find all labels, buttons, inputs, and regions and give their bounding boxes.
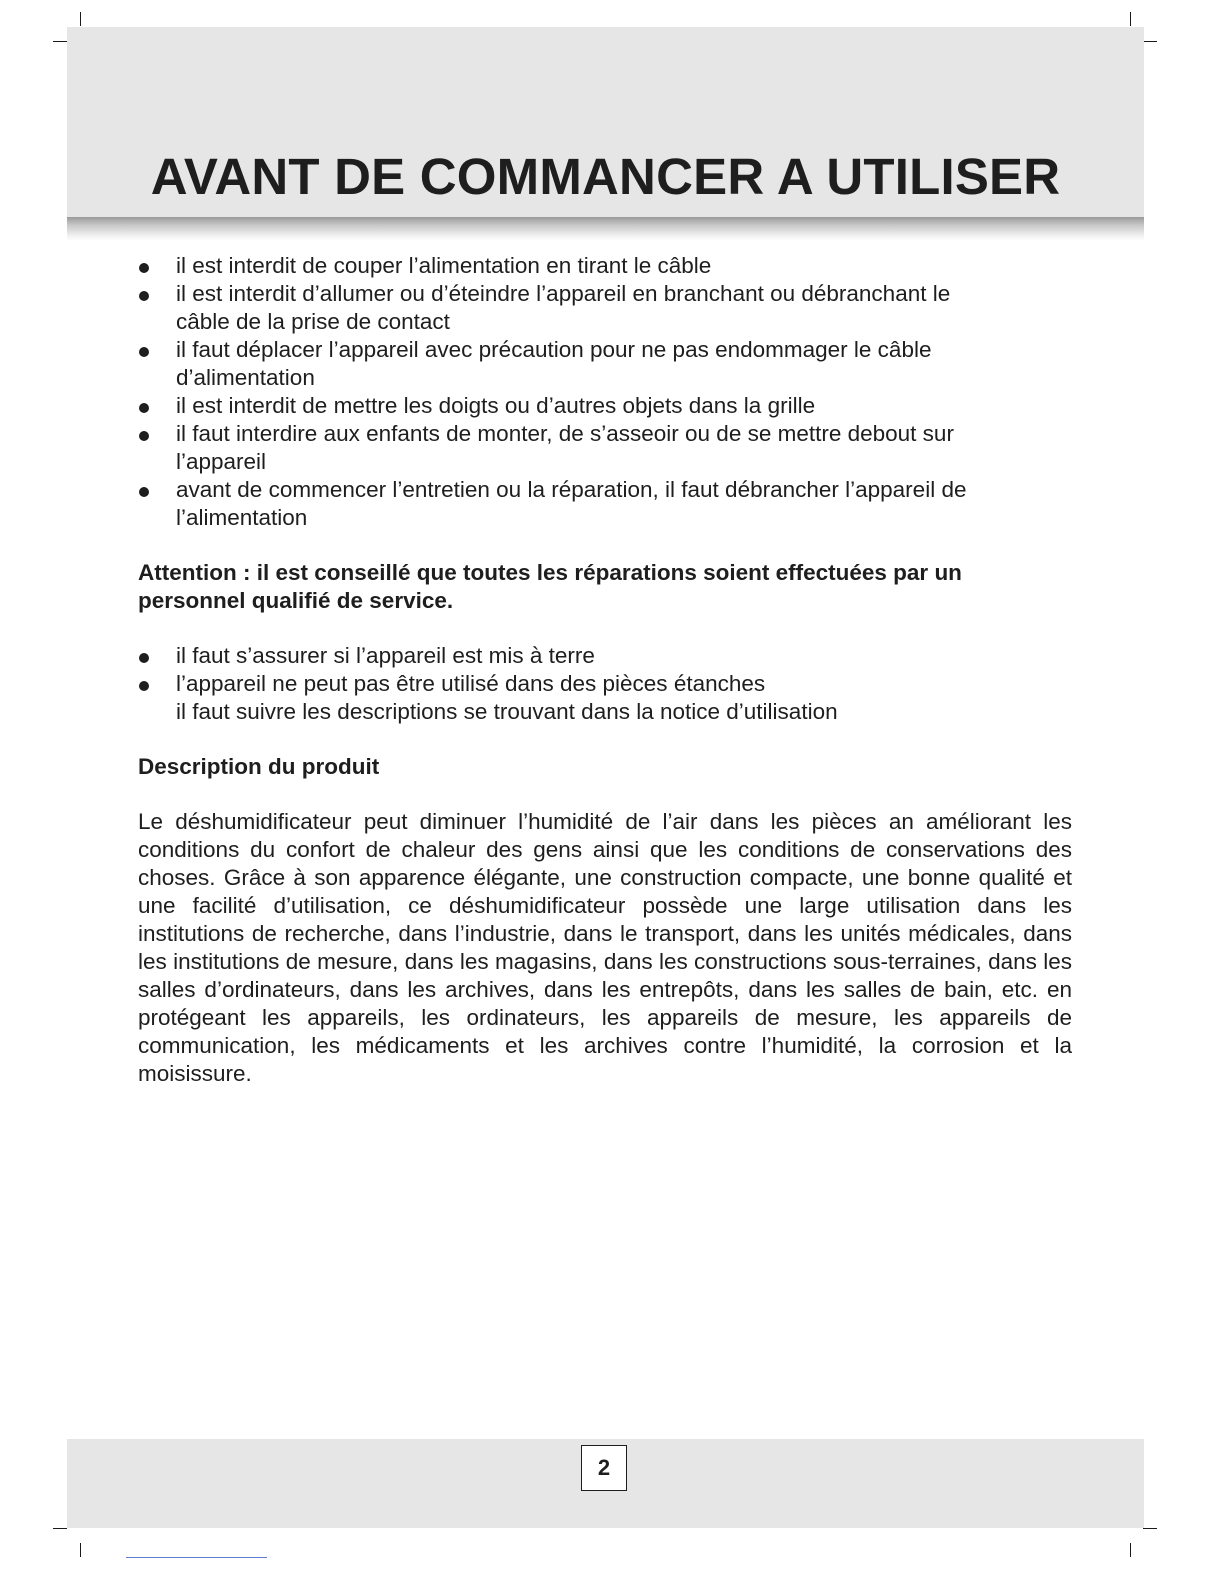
- bullet-icon: [139, 431, 149, 441]
- crop-mark-bottom-right-vertical: [1130, 1543, 1131, 1557]
- list-item: [138, 280, 1072, 336]
- crop-mark-top-right-horizontal: [1143, 41, 1157, 42]
- list-item-text: il est interdit de couper l’alimentation en tirant le câble: [176, 253, 712, 278]
- crop-mark-top-left-horizontal: [53, 41, 67, 42]
- header-shadow: [67, 217, 1144, 241]
- section-heading: Description du produit: [138, 754, 380, 779]
- bullet-icon: [139, 403, 149, 413]
- page-number: 2: [581, 1445, 627, 1491]
- list-continuation-text: il faut suivre les descriptions se trouvant dans la notice d’utilisation: [176, 699, 838, 724]
- crop-mark-bottom-right-horizontal: [1143, 1528, 1157, 1529]
- safety-bullet-list: [138, 252, 1072, 532]
- bullet-icon: [139, 347, 149, 357]
- list-item: [138, 252, 1072, 280]
- bullet-icon: [139, 653, 149, 663]
- crop-mark-top-left-vertical: [80, 12, 81, 26]
- bottom-rule: [126, 1557, 267, 1558]
- list-item-text: avant de commencer l’entretien ou la réparation, il faut débrancher l’appareil de: [176, 477, 967, 502]
- list-item-text: l’alimentation: [176, 505, 308, 530]
- list-item: [138, 670, 1072, 698]
- product-description: Le déshumidificateur peut diminuer l’humidité de l’air dans les pièces an améliorant les conditions du confort de chaleur des gens ainsi que les conditions de conservations des choses. Grâce à son apparence élégante, une construction compacte, une bonne qualité et une facilité d’utilisation, ce déshumidificateur possède une large utilisation dans les institutions de recherche, dans l’industrie, dans le transport, dans les unités médicales, dans les institutions de mesure, dans les magasins, dans les constructions sous-terraines, dans les salles d’ordinateurs, dans les archives, dans les entrepôts, dans les salles de bain, etc. en protégeant les appareils, les ordinateurs, les appareils de mesure, les appareils de communication, les médicaments et les archives contre l’humidité, la corrosion et la moisissure.: [138, 809, 1072, 1086]
- crop-mark-top-right-vertical: [1130, 12, 1131, 26]
- bullet-icon: [139, 681, 149, 691]
- list-item: [138, 420, 1072, 476]
- list-item: [138, 392, 1072, 420]
- bullet-icon: [139, 263, 149, 273]
- list-item-text: il faut interdire aux enfants de monter, de s’asseoir ou de se mettre debout sur: [176, 421, 954, 446]
- crop-mark-bottom-left-vertical: [80, 1543, 81, 1557]
- list-item-text: il faut s’assurer si l’appareil est mis à terre: [176, 643, 595, 668]
- page-content: [138, 252, 1072, 1088]
- attention-line: personnel qualifié de service.: [138, 588, 454, 613]
- list-item: [138, 476, 1072, 532]
- list-item-text: il est interdit d’allumer ou d’éteindre l’appareil en branchant ou débranchant le: [176, 281, 951, 306]
- list-item-text: il faut déplacer l’appareil avec précaution pour ne pas endommager le câble: [176, 337, 932, 362]
- list-item: [138, 642, 1072, 670]
- list-item-text: câble de la prise de contact: [176, 309, 450, 334]
- list-item-text: l’appareil ne peut pas être utilisé dans des pièces étanches: [176, 671, 766, 696]
- bullet-icon: [139, 291, 149, 301]
- list-item-text: l’appareil: [176, 449, 267, 474]
- bullet-icon: [139, 487, 149, 497]
- list-item-text: il est interdit de mettre les doigts ou d’autres objets dans la grille: [176, 393, 816, 418]
- attention-line: Attention : il est conseillé que toutes les réparations soient effectuées par un: [138, 560, 962, 585]
- installation-bullet-list: [138, 642, 1072, 698]
- list-item-text: d’alimentation: [176, 365, 315, 390]
- page-title: AVANT DE COMMANCER A UTILISER: [150, 148, 1061, 205]
- crop-mark-bottom-left-horizontal: [53, 1528, 67, 1529]
- attention-note: [138, 559, 1072, 615]
- list-item: [138, 336, 1072, 392]
